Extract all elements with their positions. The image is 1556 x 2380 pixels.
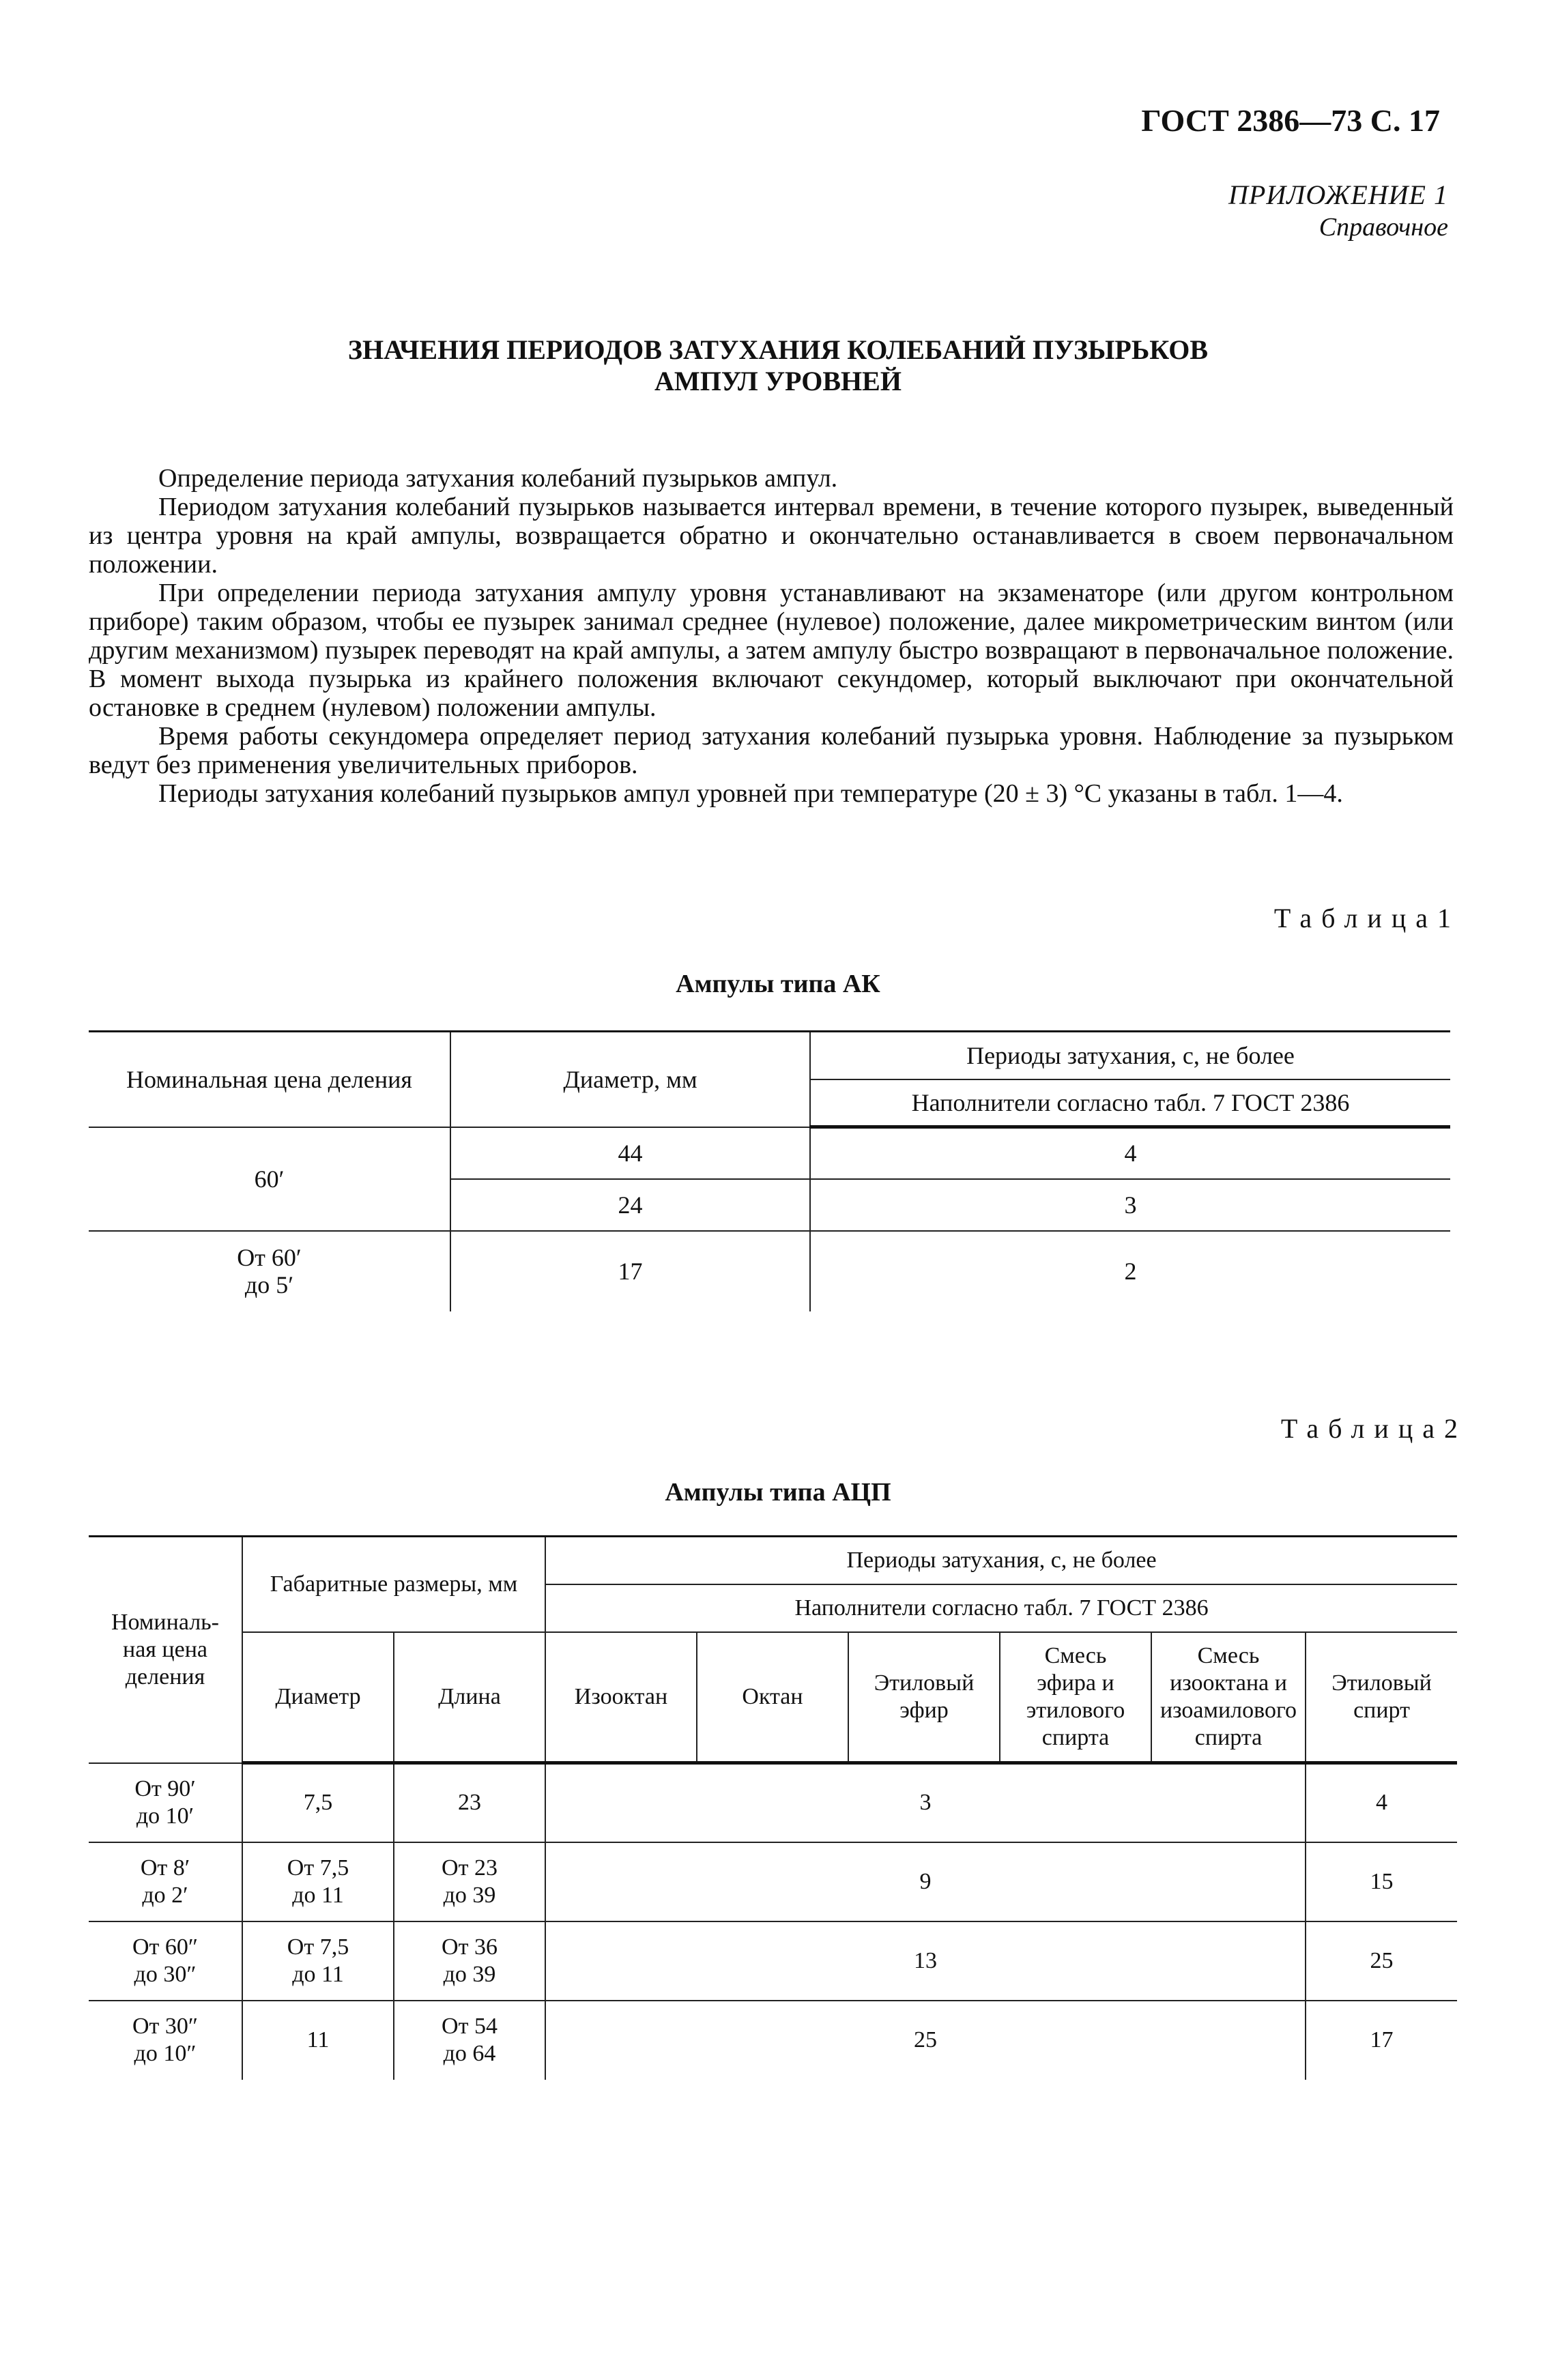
t1-header-division: Номинальная цена деления (89, 1032, 450, 1127)
t1-header-fillers: Наполнители согласно табл. 7 ГОСТ 2386 (810, 1079, 1450, 1127)
t2-header-diameter: Диаметр (242, 1632, 394, 1763)
t2-cell-division: От 8′ до 2′ (89, 1842, 242, 1921)
t2-cell-length: От 36 до 39 (394, 1921, 545, 2001)
t1-cell-diameter: 17 (450, 1231, 810, 1311)
paragraph: Периоды затухания колебаний пузырьков ампул уровней при температуре (20 ± 3) °С указаны в табл. 1—4. (158, 779, 1343, 808)
body-text (89, 464, 1454, 808)
t2-cell-diameter: От 7,5 до 11 (242, 1842, 394, 1921)
t1-cell-division: 60′ (89, 1127, 450, 1231)
t2-cell-division: От 90′ до 10′ (89, 1763, 242, 1842)
paragraph: Время работы секундомера определяет период затухания колебаний пузырька уровня. Наблюдение за пузырьком ведут без применения увеличительных приборов. (89, 722, 1454, 779)
table1-label: Таблица1 (1273, 903, 1460, 933)
t2-cell-value: 13 (545, 1921, 1306, 2001)
t1-cell-value: 3 (810, 1179, 1450, 1231)
table2-label: Таблица2 (1280, 1413, 1467, 1444)
t2-cell-alcohol: 15 (1306, 1842, 1457, 1921)
table1 (89, 1030, 1450, 1311)
t2-header-ether: Этиловый эфир (848, 1632, 1000, 1763)
appendix-label: ПРИЛОЖЕНИЕ 1 (1228, 179, 1448, 210)
appendix-block (1228, 179, 1448, 242)
t2-header-alcohol: Этиловый спирт (1306, 1632, 1457, 1763)
t2-header-mix2: Смесь изооктана и изоамилового спирта (1151, 1632, 1306, 1763)
t2-header-fillers: Наполнители согласно табл. 7 ГОСТ 2386 (545, 1584, 1457, 1632)
t1-cell-diameter: 24 (450, 1179, 810, 1231)
title-line-1: ЗНАЧЕНИЯ ПЕРИОДОВ ЗАТУХАНИЯ КОЛЕБАНИЙ ПУЗЫРЬКОВ (347, 334, 1209, 365)
t2-header-isooctane: Изооктан (545, 1632, 697, 1763)
t2-cell-division: От 30″ до 10″ (89, 2001, 242, 2080)
t2-cell-alcohol: 25 (1306, 1921, 1457, 2001)
t2-cell-diameter: 7,5 (242, 1763, 394, 1842)
t1-cell-diameter: 44 (450, 1127, 810, 1179)
t2-cell-length: От 54 до 64 (394, 2001, 545, 2080)
t1-cell-value: 4 (810, 1127, 1450, 1179)
table2 (89, 1535, 1457, 2080)
t2-header-division: Номиналь- ная цена деления (89, 1537, 242, 1763)
t2-cell-length: 23 (394, 1763, 545, 1842)
t2-header-mix1: Смесь эфира и этилового спирта (1000, 1632, 1151, 1763)
t1-cell-value: 2 (810, 1231, 1450, 1311)
t2-cell-value: 9 (545, 1842, 1306, 1921)
t2-header-octane: Октан (697, 1632, 848, 1763)
t2-header-dims: Габаритные размеры, мм (242, 1537, 545, 1632)
appendix-type: Справочное (1319, 213, 1448, 242)
table1-title: Ампулы типа АК (676, 970, 880, 998)
document-title (0, 334, 1556, 397)
t1-cell-division: От 60′ до 5′ (89, 1231, 450, 1311)
paragraph: Периодом затухания колебаний пузырьков называется интервал времени, в течение которого пузырек, выведенный из центра уровня на край ампулы, возвращается обратно и окончательно останавливается в своем первоначальном положении. (89, 493, 1454, 579)
t2-cell-value: 25 (545, 2001, 1306, 2080)
paragraph: Определение периода затухания колебаний пузырьков ампул. (158, 464, 838, 493)
t2-cell-division: От 60″ до 30″ (89, 1921, 242, 2001)
t2-cell-alcohol: 4 (1306, 1763, 1457, 1842)
paragraph: При определении периода затухания ампулу уровня устанавливают на экзаменаторе (или другом контрольном приборе) таким образом, чтобы ее пузырек занимал среднее (нулевое) положение, далее микрометрическим винтом (или другим механизмом) пузырек переводят на край ампулы, а затем ампулу быстро возвращают в первоначальное положение. В момент выхода пузырька из крайнего положения включают секундомер, который выключают при окончательной остановке в среднем (нулевом) положении ампулы. (89, 579, 1454, 722)
t2-cell-diameter: 11 (242, 2001, 394, 2080)
table2-title: Ампулы типа АЦП (665, 1478, 891, 1507)
t2-cell-diameter: От 7,5 до 11 (242, 1921, 394, 2001)
page-header: ГОСТ 2386—73 С. 17 (1141, 103, 1440, 138)
t2-cell-alcohol: 17 (1306, 2001, 1457, 2080)
t2-cell-length: От 23 до 39 (394, 1842, 545, 1921)
t2-header-length: Длина (394, 1632, 545, 1763)
t1-header-periods: Периоды затухания, с, не более (810, 1032, 1450, 1079)
t2-header-periods: Периоды затухания, с, не более (545, 1537, 1457, 1584)
t2-cell-value: 3 (545, 1763, 1306, 1842)
title-line-2: АМПУЛ УРОВНЕЙ (654, 366, 902, 396)
t1-header-diameter: Диаметр, мм (450, 1032, 810, 1127)
